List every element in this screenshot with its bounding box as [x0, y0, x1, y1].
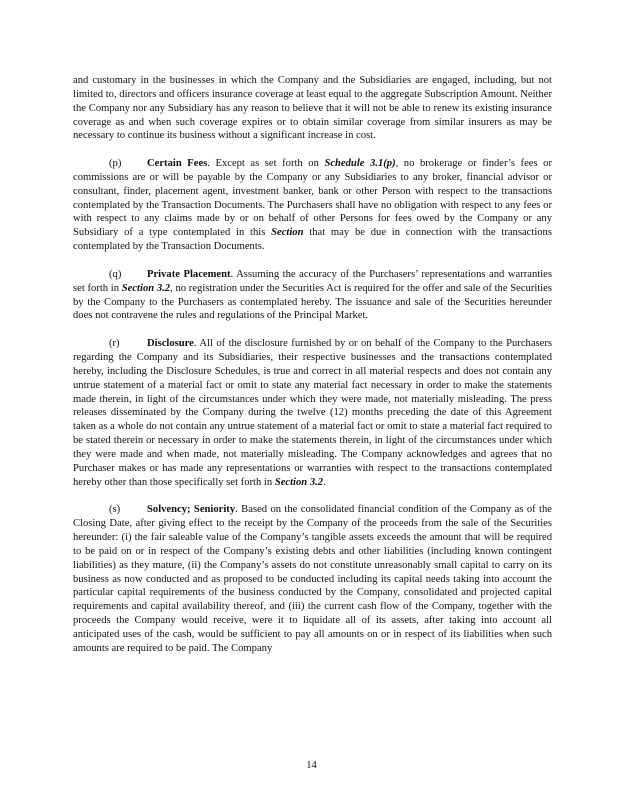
section-q-private-placement: [73, 268, 552, 323]
section-text: , no brokerage or finder’s fees or commissions are or will be payable by the Company or any Subsidiaries to any broker, financial advisor or consultant, finder, placement agent, investment banker, bank or other Person with respect to the transactions contemplated by the Transaction Documents. The Purchasers shall have no obligation with respect to any fees or with respect to any claims made by or on behalf of other Persons for fees owed by the Company or any Subsidiary of a type contemplated in this: [73, 158, 552, 239]
section-reference: Section: [271, 227, 304, 239]
section-text: that may be due in connection with the transactions contemplated by the Transaction Documents.: [73, 227, 552, 253]
section-reference: Section 3.2: [121, 282, 171, 294]
section-label: (p): [109, 158, 122, 170]
section-text: . All of the disclosure furnished by or on behalf of the Company to the Purchasers regarding the Company and its Subsidiaries, their respective businesses and the transactions contemplated hereby, including the Disclosure Schedules, is true and correct in all material respects and does not contain any untrue statement of a material fact or omit to state any material fact necessary in order to make the statements made therein, in light of the circumstances under which they were made, not materially misleading. The press releases disseminated by the Company during the twelve (12) months preceding the date of this Agreement taken as a whole do not contain any untrue statement of a material fact or omit to state a material fact required to be stated therein or necessary in order to make the statements therein, in light of the circumstances under which they were made and when made, not materially misleading. The Company acknowledges and agrees that no Purchaser makes or has made any representations or warranties with respect to the transactions contemplated hereby other than those specifically set forth in: [73, 338, 552, 488]
section-heading: Certain Fees: [147, 158, 208, 170]
section-heading: Solvency; Seniority: [147, 504, 236, 516]
section-heading: Disclosure: [147, 338, 194, 350]
section-text: , no registration under the Securities Act is required for the offer and sale of the Securities by the Company to the Purchasers as contemplated hereby. The issuance and sale of the Securities hereunder does not contravene the rules and regulations of the Principal Market.: [73, 282, 553, 322]
section-label: (r): [109, 338, 120, 350]
section-reference: Section 3.2: [274, 476, 324, 488]
section-text: . Assuming the accuracy of the Purchasers’ representations and warranties set forth in: [73, 268, 552, 294]
section-text: .: [323, 476, 326, 488]
section-text: . Based on the consolidated financial condition of the Company as of the Closing Date, after giving effect to the receipt by the Company of the proceeds from the sale of the Securities hereunder: (i) the fair saleable value of the Company’s tangible assets exceeds the amount that will be required to be paid on or in respect of the Company’s existing debts and other liabilities (including known contingent liabilities) as they mature, (ii) the Company’s assets do not constitute unreasonably small capital to carry on its business as now conducted and as proposed to be conducted including its capital needs taking into account the particular capital requirements of the business conducted by the Company, consolidated and projected capital requirements and capital availability thereof, and (iii) the current cash flow of the Company, together with the proceeds the Company would receive, were it to liquidate all of its assets, after taking into account all anticipated uses of the cash, would be sufficient to pay all amounts on or in respect of its liabilities when such amounts are required to be paid. The Company: [73, 504, 552, 654]
page-number: 14: [306, 760, 317, 771]
section-r-disclosure: [73, 337, 552, 489]
section-text: . Except as set forth on: [207, 158, 325, 170]
document-page: [73, 74, 552, 670]
section-label: (s): [109, 504, 121, 516]
paragraph-text: and customary in the businesses in which the Company and the Subsidiaries are engaged, including, but not limited to, directors and officers insurance coverage at least equal to the aggregate Subscription Amount. Neither the Company nor any Subsidiary has any reason to believe that it will not be able to renew its existing insurance coverage as and when such coverage expires or to obtain similar coverage from similar insurers as may be necessary to continue its business without a significant increase in cost.: [73, 75, 552, 142]
section-p-certain-fees: [73, 157, 552, 254]
paragraph-insurance-continued: [73, 74, 552, 143]
section-label: (q): [109, 268, 122, 280]
section-heading: Private Placement: [147, 268, 231, 280]
schedule-reference: Schedule 3.1(p): [324, 158, 396, 170]
section-s-solvency-seniority: [73, 503, 552, 655]
